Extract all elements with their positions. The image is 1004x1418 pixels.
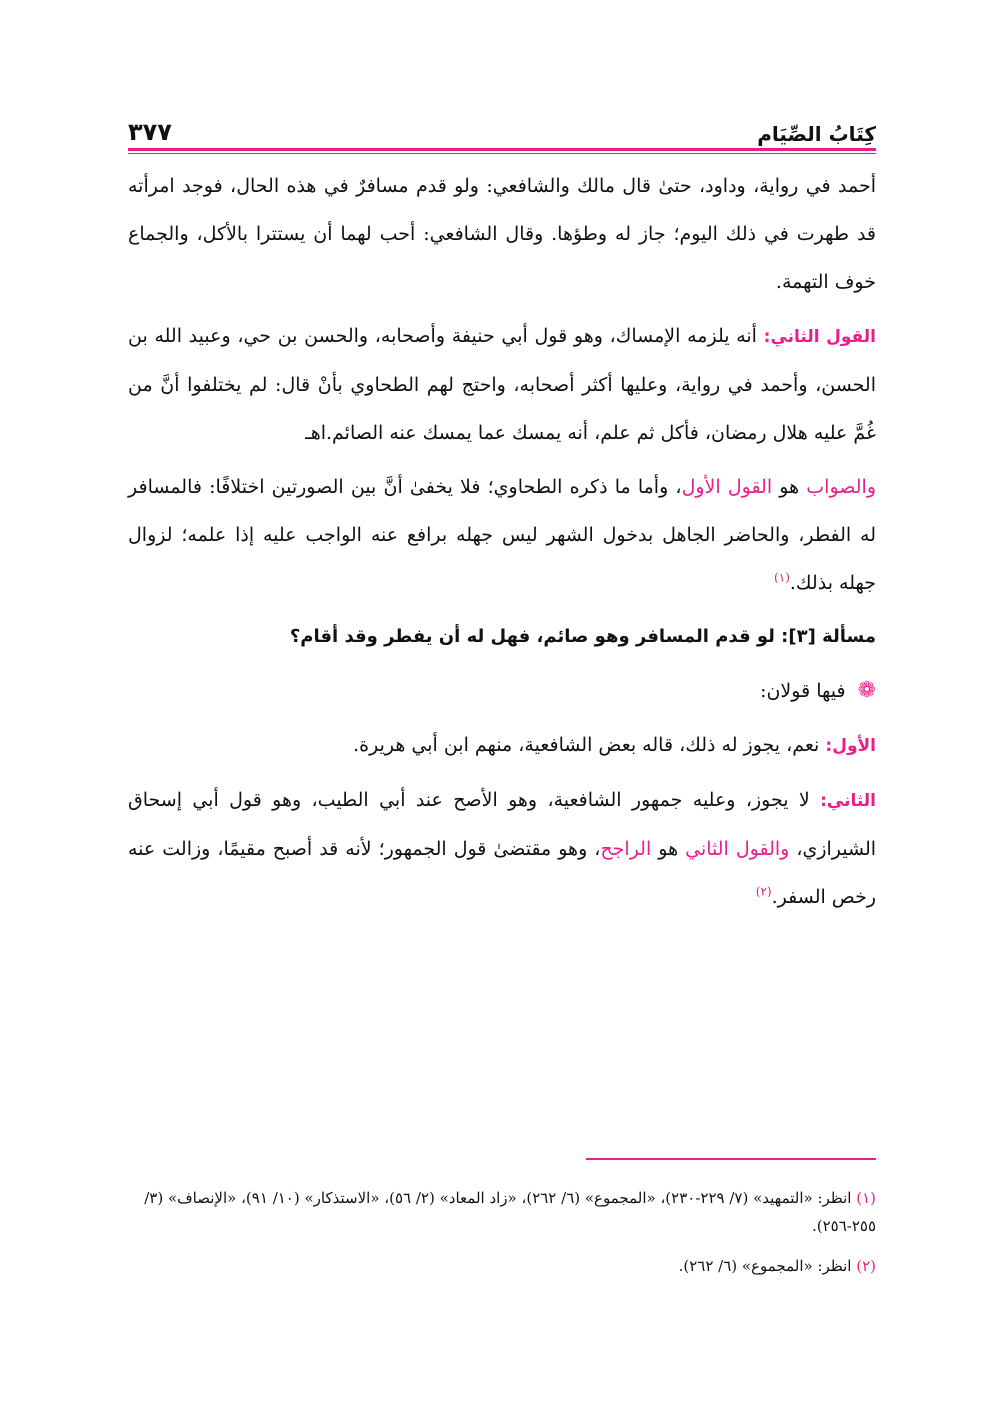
- first-label: الأول:: [825, 736, 876, 756]
- paragraph: [128, 162, 876, 306]
- page-number: ٣٧٧: [128, 118, 172, 146]
- text-segment: لا يجوز، وعليه جمهور الشافعية، وهو الأصح عند أبي الطيب، وهو قول أبي إسحاق الشيرازي،: [128, 789, 877, 860]
- paragraph: [128, 463, 876, 607]
- main-text: [128, 162, 876, 927]
- footnote-divider: [586, 1158, 876, 1160]
- footnote-marker[interactable]: (١): [774, 570, 790, 585]
- bullet-line: [128, 667, 876, 715]
- footnote-1: [128, 1184, 876, 1240]
- paragraph: [128, 721, 876, 770]
- footnotes: [128, 1184, 876, 1292]
- text-segment: هو: [772, 476, 807, 498]
- footnote-number: (١): [856, 1189, 876, 1207]
- flower-bullet-icon: ❁: [857, 678, 876, 703]
- paragraph: [128, 776, 876, 921]
- footnote-text: انظر: «المجموع» (٦/ ٢٦٢).: [678, 1257, 857, 1275]
- footnote-number: (٢): [856, 1257, 876, 1275]
- header-rule: [128, 148, 876, 151]
- header-rule-thin: [128, 153, 876, 154]
- correct-label: والصواب: [806, 476, 876, 498]
- paragraph-text: أحمد في رواية، وداود، حتىٰ قال مالك والشافعي: ولو قدم مسافرٌ في هذه الحال، فوجد امرأته قد طهرت في ذلك اليوم؛ جاز له وطؤها. وقال الشافعي: أحب لهما أن يستترا بالأكل، والجماع خوف التهمة.: [128, 175, 876, 293]
- book-title: كِتَابُ الصِّيَام: [757, 122, 876, 146]
- preferred-label: الراجح: [600, 838, 652, 860]
- page-header: [128, 110, 876, 146]
- second-opinion-label: القول الثاني:: [763, 327, 876, 347]
- second-opinion-ref: والقول الثاني: [685, 838, 790, 860]
- footnote-2: [128, 1252, 876, 1280]
- first-opinion-ref: القول الأول: [681, 476, 773, 498]
- footnote-text: انظر: «التمهيد» (٧/ ٢٢٩-٢٣٠)، «المجموع» (٦/ ٢٦٢)، «زاد المعاد» (٢/ ٥٦)، «الاستذكار» (١٠/ ٩١)، «الإنصاف» (٣/ ٢٥٥-٢٥٦).: [144, 1189, 876, 1235]
- paragraph: [128, 312, 876, 457]
- paragraph-text: أنه يلزمه الإمساك، وهو قول أبي حنيفة وأصحابه، والحسن بن حي، وعبيد الله بن الحسن، وأحمد في رواية، وعليها أكثر أصحابه، واحتج لهم الطحاوي بأنْ قال: لم يختلفوا أنَّ من غُمَّ عليه هلال رمضان، فأكل ثم علم، أنه يمسك عما يمسك عنه الصائم.اهـ: [128, 325, 876, 444]
- footnote-marker[interactable]: (٢): [755, 884, 772, 899]
- bullet-text: فيها قولان:: [760, 680, 846, 702]
- paragraph-text: نعم، يجوز له ذلك، قاله بعض الشافعية، منهم ابن أبي هريرة.: [353, 734, 826, 756]
- paragraph-text: ، وأما ما ذكره الطحاوي؛ فلا يخفىٰ أنَّ بين الصورتين اختلافًا: فالمسافر له الفطر، والحاضر الجاهل بدخول الشهر ليس جهله برافع عنه الواجب عليه إذا علمه؛ لزوال جهله بذلك.: [128, 476, 876, 594]
- text-segment: هو: [651, 838, 686, 860]
- issue-heading: مسألة [٣]: لو قدم المسافر وهو صائم، فهل له أن يفطر وقد أقام؟: [289, 626, 876, 647]
- second-label: الثاني:: [820, 791, 876, 811]
- paragraph-text: ، وهو مقتضىٰ قول الجمهور؛ لأنه قد أصبح مقيمًا، وزالت عنه رخص السفر.: [128, 838, 876, 908]
